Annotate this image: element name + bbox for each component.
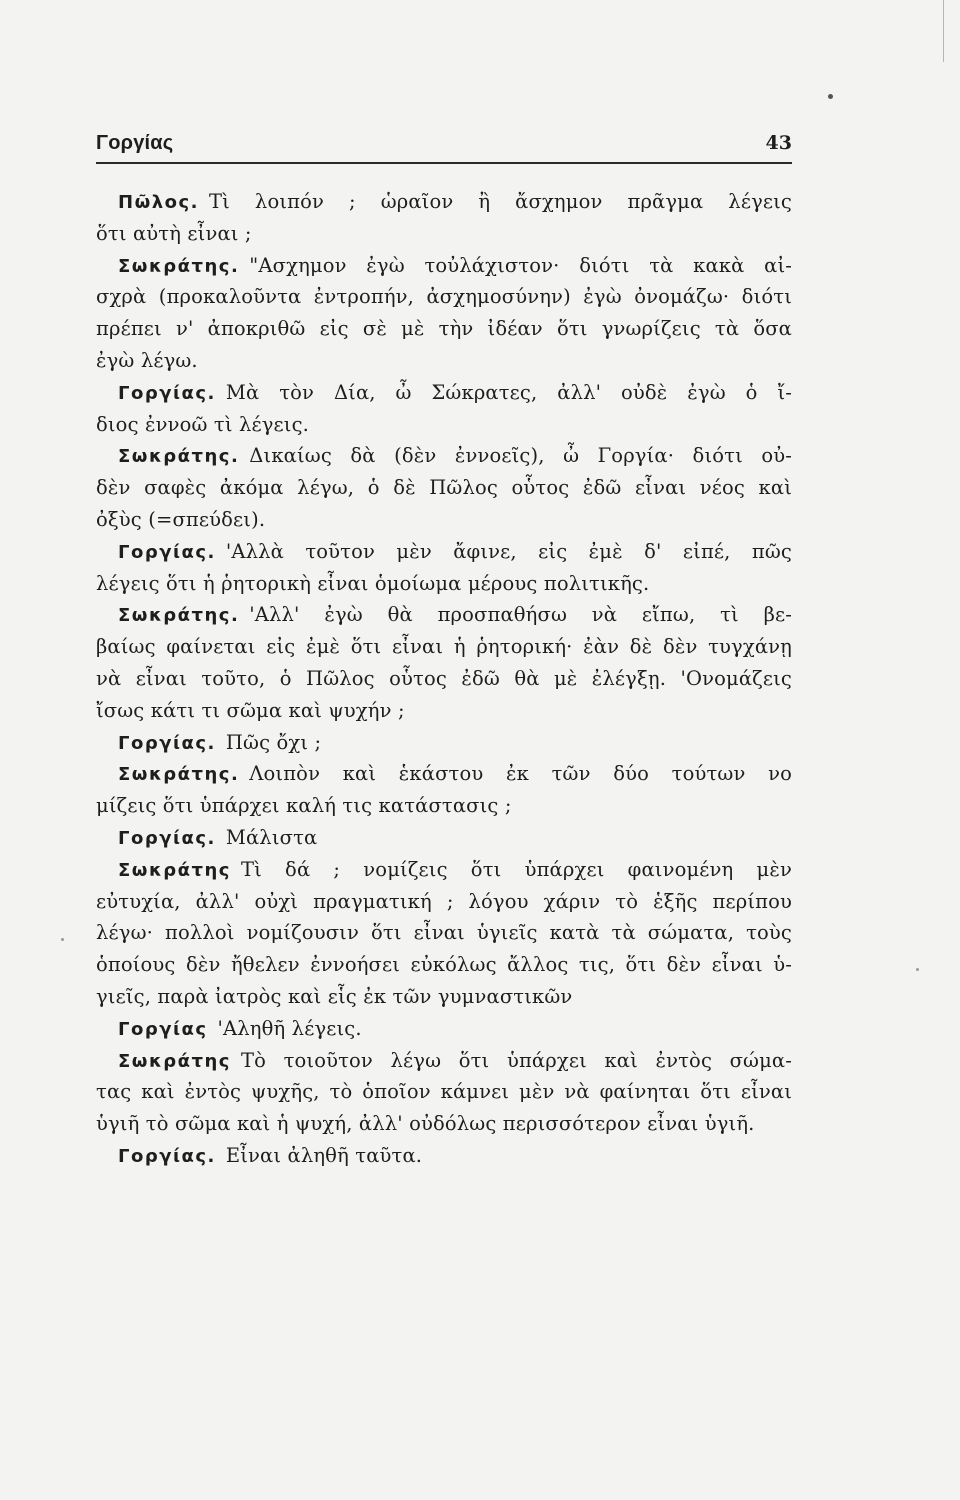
line-text: νὰ εἶναι τοῦτο, ὁ Πῶλος οὗτος ἐδῶ θὰ μὲ ἐλέγξῃ. 'Ονομάζεις: [96, 666, 792, 690]
text-line: [96, 599, 792, 631]
text-line: [96, 440, 792, 472]
dialogue-text: [96, 186, 792, 1172]
text-line: [96, 281, 792, 313]
line-text: 'Αλλὰ τοῦτον μὲν ἄφινε, εἰς ἐμὲ δ' εἰπέ, πῶς: [225, 539, 792, 563]
speck: [61, 938, 64, 941]
line-text: ὀξὺς (=σπεύδει).: [96, 507, 266, 531]
line-text: γιεῖς, παρὰ ἰατρὸς καὶ εἷς ἐκ τῶν γυμναστικῶν: [96, 984, 573, 1008]
running-title: Γοργίας: [96, 132, 174, 154]
text-line: [96, 727, 792, 759]
text-line: [96, 250, 792, 282]
speaker-label: Γοργίας.: [118, 732, 216, 754]
text-line: [96, 1076, 792, 1108]
text-line: [96, 790, 792, 822]
line-text: ὑγιῆ τὸ σῶμα καὶ ἡ ψυχή, ἀλλ' οὐδόλως περισσότερον εἶναι ὑγιῆ.: [96, 1112, 755, 1136]
text-line: [96, 981, 792, 1013]
text-line: [96, 917, 792, 949]
speaker-label: Πῶλος.: [118, 192, 199, 213]
text-line: [96, 186, 792, 218]
speaker-label: Σωκράτης: [118, 1050, 231, 1072]
line-text: πρέπει ν' ἀποκριθῶ εἰς σὲ μὲ τὴν ἰδέαν ὅτι γνωρίζεις τὰ ὅσα: [96, 317, 792, 341]
page-number: 43: [765, 132, 792, 154]
text-line: [96, 822, 792, 854]
speaker-label: Γοργίας: [118, 1018, 208, 1040]
line-text: ὅτι αὐτὴ εἶναι ;: [96, 221, 252, 245]
running-header: [96, 132, 792, 164]
speaker-label: Σωκράτης.: [118, 255, 240, 277]
text-line: [96, 1045, 792, 1077]
text-line: [96, 1013, 792, 1045]
line-text: εὐτυχία, ἀλλ' οὐχὶ πραγματική ; λόγου χάριν τὸ ἑξῆς περίπου: [96, 889, 792, 913]
line-text: Τὶ δά ; νομίζεις ὅτι ὑπάρχει φαινομένη μὲν: [240, 857, 792, 881]
text-line: [96, 472, 792, 504]
text-line: [96, 886, 792, 918]
speaker-label: Σωκράτης.: [118, 605, 240, 627]
line-text: Δικαίως δὰ (δὲν ἐννοεῖς), ὦ Γοργία· διότι οὐ-: [249, 444, 792, 468]
text-line: [96, 1140, 792, 1172]
line-text: 'Αληθῆ λέγεις.: [217, 1016, 362, 1040]
line-text: Πῶς ὄχι ;: [225, 730, 322, 754]
speaker-label: Γοργίας.: [118, 382, 216, 404]
line-text: διος ἐννοῶ τὶ λέγεις.: [96, 412, 310, 436]
line-text: βαίως φαίνεται εἰς ἐμὲ ὅτι εἶναι ἡ ῥητορική· ἐὰν δὲ δὲν τυγχάνῃ: [96, 635, 792, 659]
line-text: τας καὶ ἐντὸς ψυχῆς, τὸ ὁποῖον κάμνει μὲν νὰ φαίνηται ὅτι εἶναι: [96, 1080, 792, 1104]
line-text: λέγω· πολλοὶ νομίζουσιν ὅτι εἶναι ὑγιεῖς κατὰ τὰ σώματα, τοὺς: [96, 921, 792, 945]
text-line: [96, 758, 792, 790]
line-text: ὁποίους δὲν ἤθελεν ἐννοήσει εὐκόλως ἄλλος τις, ὅτι δὲν εἶναι ὑ-: [96, 953, 792, 977]
line-text: μίζεις ὅτι ὑπάρχει καλή τις κατάστασις ;: [96, 794, 512, 818]
speaker-label: Σωκράτης.: [118, 764, 240, 786]
text-line: [96, 854, 792, 886]
text-line: [96, 536, 792, 568]
text-line: [96, 568, 792, 600]
text-line: [96, 409, 792, 441]
line-text: Τὶ λοιπόν ; ὡραῖον ἢ ἄσχημον πρᾶγμα λέγεις: [208, 190, 792, 213]
line-text: ἐγὼ λέγω.: [96, 348, 198, 372]
line-text: "Ασχημον ἐγὼ τοὐλάχιστον· διότι τὰ κακὰ αἰ-: [249, 253, 792, 277]
text-line: [96, 663, 792, 695]
speaker-label: Γοργίας.: [118, 541, 216, 563]
line-text: Μάλιστα: [225, 825, 318, 849]
line-text: Λοιπὸν καὶ ἑκάστου ἐκ τῶν δύο τούτων νο: [249, 762, 792, 786]
speaker-label: Γοργίας.: [118, 827, 216, 849]
text-line: [96, 695, 792, 727]
line-text: σχρὰ (προκαλοῦντα ἐντροπήν, ἀσχημοσύνην) ἐγὼ ὀνομάζω· διότι: [96, 285, 792, 309]
speck: [828, 94, 833, 99]
text-line: [96, 218, 792, 250]
line-text: λέγεις ὅτι ἡ ῥητορικὴ εἶναι ὁμοίωμα μέρους πολιτικῆς.: [96, 571, 650, 595]
speck: [916, 968, 919, 971]
text-line: [96, 377, 792, 409]
line-text: Μὰ τὸν Δία, ὦ Σώκρατες, ἀλλ' οὐδὲ ἐγὼ ὁ ἴ-: [225, 380, 792, 404]
text-line: [96, 631, 792, 663]
line-text: ἴσως κάτι τι σῶμα καὶ ψυχήν ;: [96, 698, 405, 722]
line-text: δὲν σαφὲς ἀκόμα λέγω, ὁ δὲ Πῶλος οὗτος ἐδῶ εἶναι νέος καὶ: [96, 476, 792, 500]
speaker-label: Σωκράτης: [118, 859, 231, 881]
page-edge-mark: [943, 0, 944, 62]
speaker-label: Γοργίας.: [118, 1145, 216, 1167]
line-text: 'Αλλ' ἐγὼ θὰ προσπαθήσω νὰ εἴπω, τὶ βε-: [249, 603, 792, 627]
text-line: [96, 345, 792, 377]
text-line: [96, 1108, 792, 1140]
speaker-label: Σωκράτης.: [118, 446, 240, 468]
line-text: Τὸ τοιοῦτον λέγω ὅτι ὑπάρχει καὶ ἐντὸς σώμα-: [240, 1048, 792, 1072]
text-line: [96, 949, 792, 981]
line-text: Εἶναι ἀληθῆ ταῦτα.: [225, 1143, 423, 1167]
text-line: [96, 313, 792, 345]
text-line: [96, 504, 792, 536]
